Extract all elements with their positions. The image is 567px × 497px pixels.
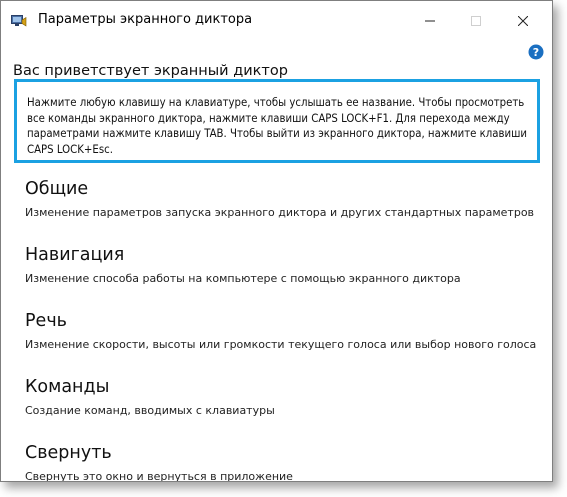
svg-text:?: ?	[532, 46, 540, 59]
title-bar[interactable]	[1, 1, 552, 39]
section-commands[interactable]	[25, 376, 275, 417]
section-title[interactable]: Общие	[25, 179, 89, 199]
section-description: Изменение скорости, высоты или громкости текущего голоса или выбор нового голоса	[25, 338, 537, 351]
section-title[interactable]: Речь	[25, 311, 67, 331]
maximize-button[interactable]	[453, 5, 499, 35]
info-box[interactable]	[14, 79, 540, 163]
info-text: Нажмите любую клавишу на клавиатуре, чтобы услышать ее название. Чтобы просмотреть все команды экранного диктора, нажмите клавиши CAPS LOCK+F1. Для перехода между параметрами нажмите клавишу TAB. Чтобы выйти из экранного диктора, нажмите клавиши CAPS LOCK+Esc.	[27, 96, 527, 156]
close-button[interactable]	[500, 5, 546, 35]
section-title[interactable]: Свернуть	[25, 443, 112, 463]
section-minimize[interactable]	[25, 442, 293, 482]
help-icon	[528, 45, 544, 64]
section-description: Свернуть это окно и вернуться в приложение	[25, 470, 293, 482]
section-navigation[interactable]	[25, 244, 461, 285]
section-speech[interactable]	[25, 310, 536, 351]
welcome-heading: Вас приветствует экранный диктор	[13, 63, 288, 79]
window-title: Параметры экранного диктора	[38, 12, 253, 27]
section-title[interactable]: Навигация	[25, 245, 125, 265]
minimize-icon	[425, 11, 435, 30]
section-description: Изменение способа работы на компьютере с помощью экранного диктора	[25, 272, 461, 285]
section-title[interactable]: Команды	[25, 377, 110, 397]
minimize-button[interactable]	[407, 5, 453, 35]
maximize-icon	[471, 11, 481, 30]
section-description: Изменение параметров запуска экранного диктора и других стандартных параметров	[25, 206, 535, 219]
close-icon	[518, 11, 528, 30]
help-button[interactable]	[528, 44, 544, 60]
narrator-app-icon	[11, 13, 27, 27]
section-general[interactable]	[25, 178, 534, 219]
section-description: Создание команд, вводимых с клавиатуры	[25, 404, 275, 417]
